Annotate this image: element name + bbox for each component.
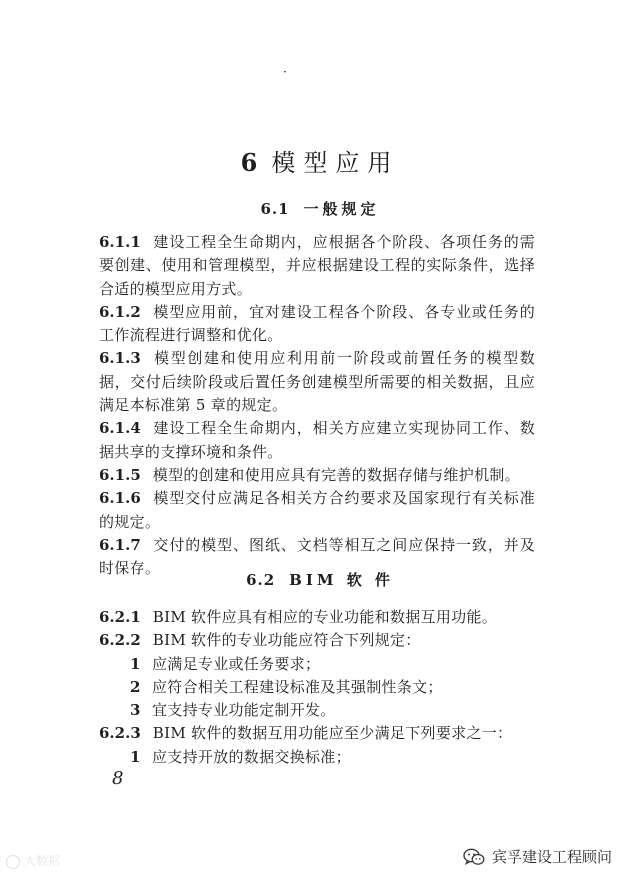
clause-6-1-5 (99, 464, 535, 487)
clause-6-1-6 (99, 487, 535, 534)
clause-number: 6.2.2 (99, 631, 141, 650)
clause-6-1-4 (99, 417, 535, 464)
chapter-title-text: 模型应用 (271, 149, 400, 177)
clause-text: 模型的创建和使用应具有完善的数据存储与维护机制。 (152, 465, 520, 484)
clause-number: 6.1.1 (99, 233, 141, 251)
item-text: 应支持开放的数据交换标准； (152, 747, 351, 766)
item-number: 1 (130, 654, 141, 673)
clause-number: 6.1.6 (99, 489, 141, 508)
watermark-logo-icon (6, 855, 20, 869)
item-text: 宜支持专业功能定制开发。 (152, 701, 336, 720)
item-text: 应符合相关工程建设标准及其强制性条文； (152, 677, 443, 696)
clause-text: 建设工程全生命期内，应根据各个阶段、各项任务的需要创建、使用和管理模型，并应根据建设工程的实际条件，选择合适的模型应用方式。 (99, 233, 535, 298)
chapter-number: 6 (240, 148, 266, 177)
page-dot: · (283, 65, 287, 79)
clause-6-2-1 (99, 606, 535, 629)
clause-text: 模型应用前，宜对建设工程各个阶段、各专业或任务的工作流程进行调整和优化。 (99, 302, 535, 345)
clause-6-2-3 (99, 722, 535, 745)
item-number: 3 (130, 701, 141, 720)
list-item (99, 653, 535, 676)
section-title-6-1 (0, 199, 640, 219)
item-number: 1 (130, 747, 141, 766)
list-item (99, 699, 535, 722)
brand-name: 宾孚建设工程顾问 (492, 848, 613, 866)
clause-number: 6.1.3 (99, 349, 141, 368)
list-item (99, 676, 535, 699)
clause-text: 建设工程全生命期内，相关方应建立实现协同工作、数据共享的支撑环境和条件。 (99, 419, 535, 461)
clause-number: 6.1.7 (99, 535, 141, 554)
section-title-text: BIM 软 件 (289, 571, 394, 589)
watermark (6, 853, 60, 869)
clause-6-1-1 (99, 231, 535, 301)
clause-number: 6.2.1 (99, 608, 141, 626)
section-number: 6.1 (260, 200, 290, 218)
clause-text: BIM 软件应具有相应的专业功能和数据互用功能。 (152, 608, 498, 626)
clause-6-1-2 (99, 301, 535, 348)
item-text: 应满足专业或任务要求； (152, 654, 321, 673)
page-number: 8 (112, 768, 124, 789)
clause-text: BIM 软件的数据互用功能应至少满足下列要求之一： (152, 724, 513, 743)
section-title-6-2 (0, 570, 640, 590)
chapter-title (0, 148, 640, 178)
brand-signature (463, 846, 612, 868)
clause-text: BIM 软件的专业功能应符合下列规定： (152, 631, 421, 650)
clause-text: 模型交付应满足各相关方合约要求及国家现行有关标准的规定。 (99, 489, 535, 531)
clause-number: 6.1.4 (99, 419, 141, 438)
clause-number: 6.2.3 (99, 724, 141, 743)
section-6-2-body (99, 606, 535, 769)
section-6-1-body (99, 231, 535, 580)
item-number: 2 (130, 677, 141, 696)
clause-text: 交付的模型、图纸、文档等相互之间应保持一致，并及时保存。 (99, 535, 535, 578)
watermark-text: 大数据 (24, 854, 61, 868)
clause-6-1-3 (99, 347, 535, 417)
list-item (99, 746, 535, 769)
wechat-icon (463, 848, 485, 866)
clause-number: 6.1.2 (99, 302, 141, 321)
section-title-text: 一般规定 (303, 200, 380, 218)
clause-text: 模型创建和使用应利用前一阶段或前置任务的模型数据，交付后续阶段或后置任务创建模型所需要的相关数据，且应满足本标准第 5 章的规定。 (99, 349, 535, 415)
clause-6-2-2 (99, 629, 535, 652)
section-number: 6.2 (246, 571, 276, 589)
clause-number: 6.1.5 (99, 465, 141, 484)
